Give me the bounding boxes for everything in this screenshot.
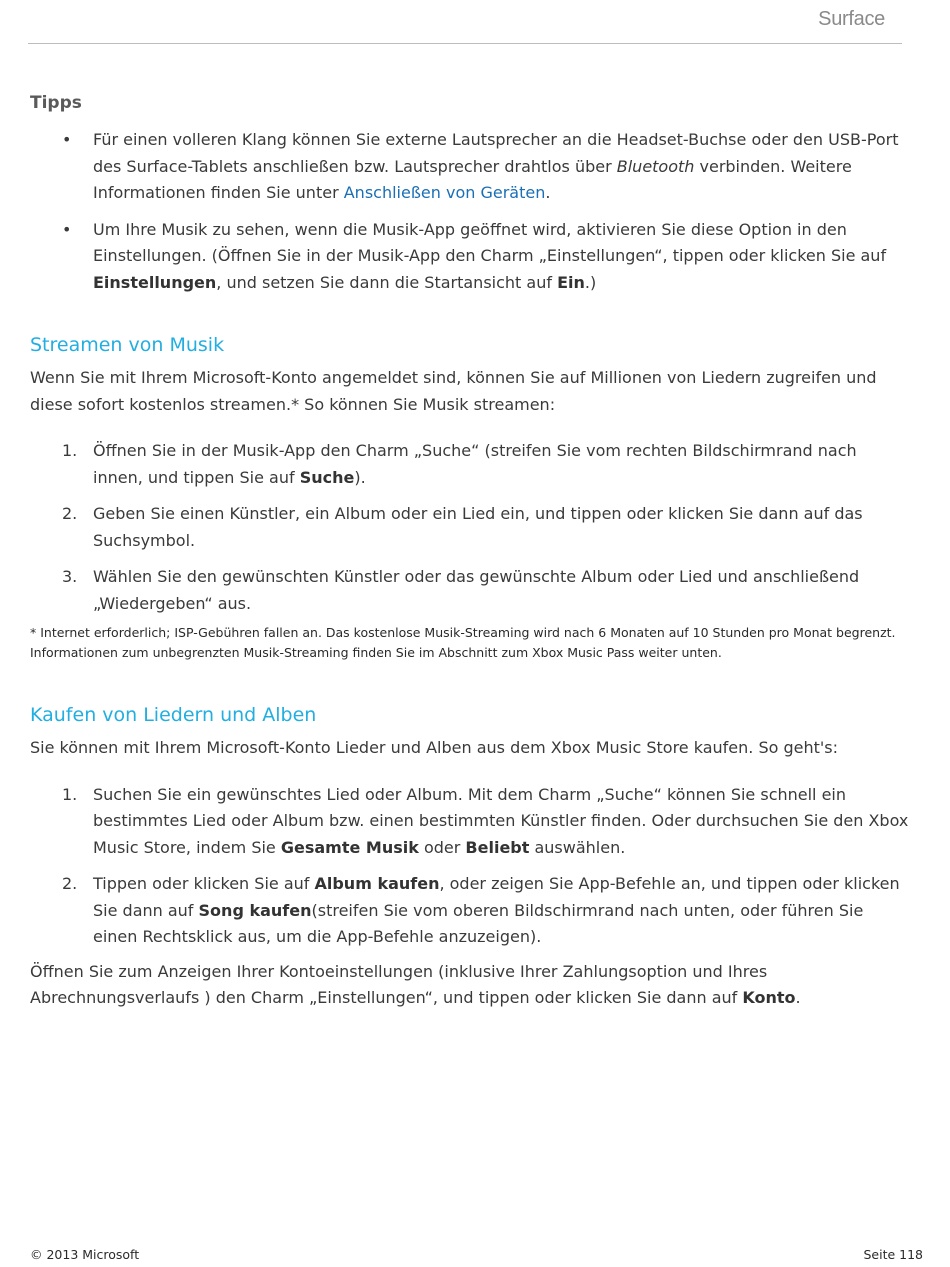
- section-heading-buying: Kaufen von Liedern und Alben: [30, 704, 317, 726]
- streaming-intro: Wenn Sie mit Ihrem Microsoft-Konto angemeldet sind, können Sie auf Millionen von Liedern zugreifen und diese sofort kostenlos streamen.* So können Sie Musik streamen:: [30, 368, 877, 414]
- tips-heading: Tipps: [30, 93, 82, 113]
- streaming-steps: [30, 438, 910, 617]
- link-anschliessen-von-geraeten[interactable]: Anschließen von Geräten: [343, 183, 546, 202]
- tips-list: [30, 127, 910, 296]
- footer-copyright: © 2013 Microsoft: [30, 1247, 140, 1262]
- bullet-icon: •: [62, 219, 72, 239]
- header-divider: [28, 43, 902, 44]
- buying-steps: [30, 782, 910, 951]
- list-item: 3. Wählen Sie den gewünschten Künstler oder das gewünschte Album oder Lied und anschließend „Wiedergeben“ aus.: [62, 567, 860, 613]
- bullet-icon: •: [62, 130, 72, 149]
- list-item: 1. Öffnen Sie in der Musik-App den Charm „Suche“ (streifen Sie vom rechten Bildschirmrand nach innen, und tippen Sie auf Suche).: [62, 441, 857, 487]
- footer-page-number: Seite 118: [863, 1247, 923, 1262]
- list-item: 1. Suchen Sie ein gewünschtes Lied oder Album. Mit dem Charm „Suche“ können Sie schnell ein bestimmtes Lied oder Album bzw. einen bestimmten Künstler finden. Oder durchsuchen Sie den Xbox Music Store, indem Sie Gesamte Musik oder Beliebt auswählen.: [62, 784, 909, 857]
- header-brand: Surface: [818, 8, 885, 30]
- page-content: [30, 93, 910, 1012]
- section-heading-streaming: Streamen von Musik: [30, 334, 225, 356]
- list-item: 2. Tippen oder klicken Sie auf Album kaufen, oder zeigen Sie App-Befehle an, und tippen oder klicken Sie dann auf Song kaufen(streifen Sie vom oberen Bildschirmrand nach unten, oder führen Sie einen Rechtsklick aus, um die App-Befehle anzuzeigen).: [62, 874, 900, 946]
- streaming-footnote: * Internet erforderlich; ISP-Gebühren fallen an. Das kostenlose Musik-Streaming wird nach 6 Monaten auf 10 Stunden pro Monat begrenzt. Informationen zum unbegrenzten Musik-Streaming finden Sie im Abschnitt zum Xbox Music Pass weiter unten.: [30, 625, 896, 660]
- buying-closing: Öffnen Sie zum Anzeigen Ihrer Kontoeinstellungen (inklusive Ihrer Zahlungsoption und Ihres Abrechnungsverlaufs ) den Charm „Einstellungen“, und tippen oder klicken Sie dann auf Konto.: [30, 961, 801, 1007]
- buying-intro: Sie können mit Ihrem Microsoft-Konto Lieder und Alben aus dem Xbox Music Store kaufen. So geht's:: [30, 738, 839, 757]
- list-item: 2. Geben Sie einen Künstler, ein Album oder ein Lied ein, und tippen oder klicken Sie dann auf das Suchsymbol.: [62, 504, 863, 550]
- tip-item: • Für einen volleren Klang können Sie externe Lautsprecher an die Headset-Buchse oder den USB-Port des Surface-Tablets anschließen bzw. Lautsprecher drahtlos über Bluetooth verbinden. Weitere Informationen finden Sie unter Anschließen von Geräten.: [30, 127, 910, 207]
- tip-item: • Um Ihre Musik zu sehen, wenn die Musik-App geöffnet wird, aktivieren Sie diese Option in den Einstellungen. (Öffnen Sie in der Musik-App den Charm „Einstellungen“, tippen oder klicken Sie auf Einstellungen, und setzen Sie dann die Startansicht auf Ein.): [30, 217, 910, 297]
